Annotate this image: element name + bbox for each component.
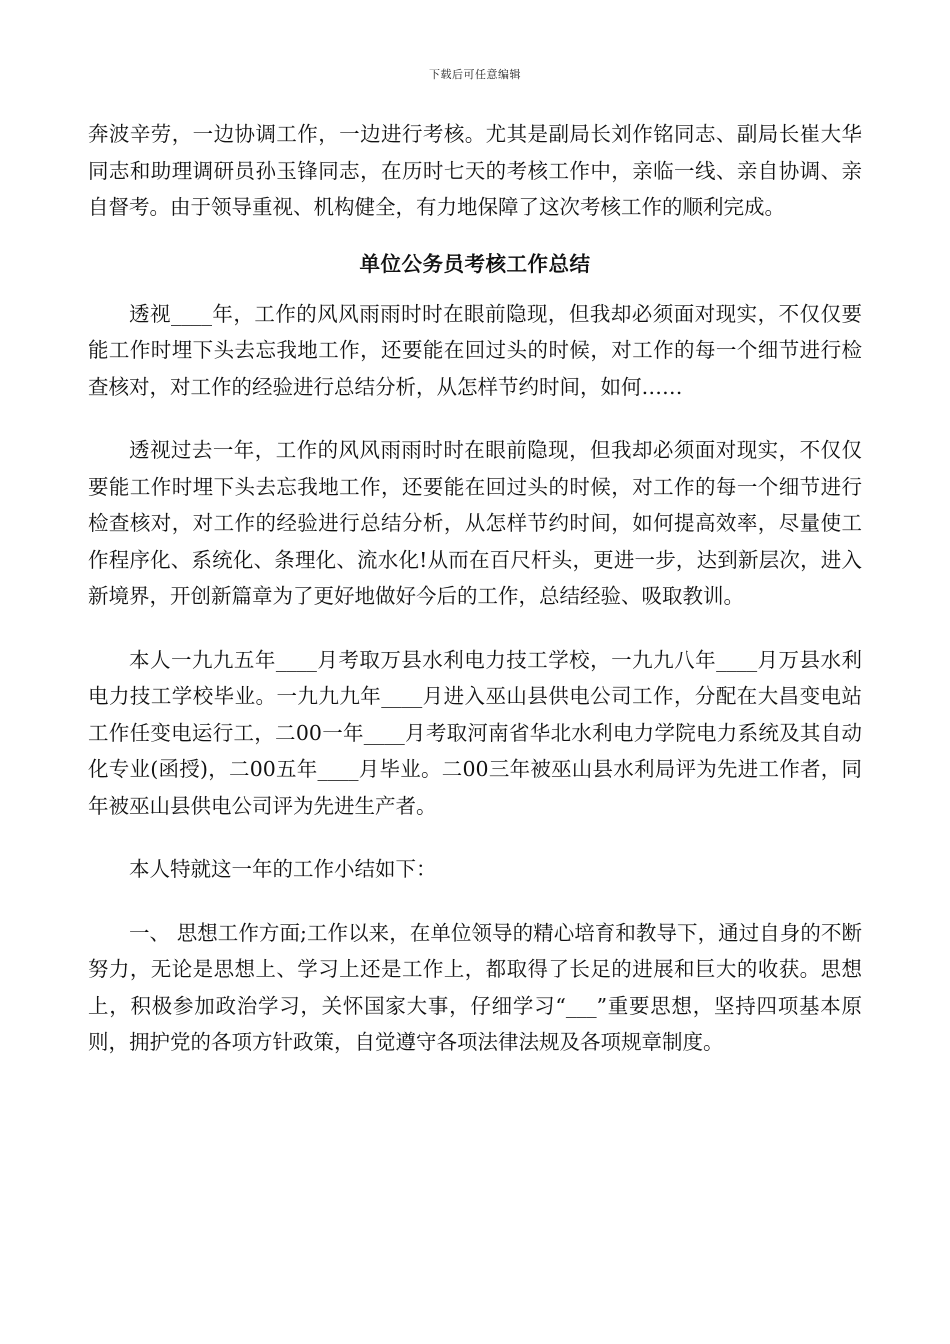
document-body (88, 116, 862, 1061)
page-header: 下载后可任意编辑 (429, 68, 521, 81)
intro-paragraph: 奔波辛劳，一边协调工作，一边进行考核。尤其是副局长刘作铭同志、副局长崔大华同志和助理调研员孙玉锋同志，在历时七天的考核工作中，亲临一线、亲自协调、亲自督考。由于领导重视、机构健全，有力地保障了这次考核工作的顺利完成。 (88, 122, 862, 219)
paragraph-2: 透视过去一年，工作的风风雨雨时时在眼前隐现，但我却必须面对现实，不仅仅要能工作时埋下头去忘我地工作，还要能在回过头的时候，对工作的每一个细节进行检查核对，对工作的经验进行总结分析，从怎样节约时间，如何提高效率，尽量使工作程序化、系统化、条理化、流水化!从而在百尺杆头，更进一步，达到新层次，进入新境界，开创新篇章为了更好地做好今后的工作，总结经验、吸取教训。 (88, 438, 862, 608)
paragraph-1: 透视____年，工作的风风雨雨时时在眼前隐现，但我却必须面对现实，不仅仅要能工作时埋下头去忘我地工作，还要能在回过头的时候，对工作的每一个细节进行检查核对，对工作的经验进行总结分析，从怎样节约时间，如何…… (88, 301, 862, 399)
document-title: 单位公务员考核工作总结 (359, 251, 591, 276)
paragraph-4: 本人特就这一年的工作小结如下： (129, 857, 437, 881)
paragraph-3: 本人一九九五年____月考取万县水利电力技工学校，一九九八年____月万县水利电力技工学校毕业。一九九九年____月进入巫山县供电公司工作，分配在大昌变电站工作任变电运行工，二00一年____月考取河南省华北水利电力学院电力系统及其自动化专业(函授)，二00五年____月毕业。二00三年被巫山县水利局评为先进工作者，同年被巫山县供电公司评为先进生产者。 (88, 647, 862, 818)
paragraph-5: 一、 思想工作方面;工作以来，在单位领导的精心培育和教导下，通过自身的不断努力，无论是思想上、学习上还是工作上，都取得了长足的进展和巨大的收获。思想上，积极参加政治学习，关怀国家大事，仔细学习“___”重要思想，坚持四项基本原则，拥护党的各项方针政策，自觉遵守各项法律法规及各项规章制度。 (88, 920, 862, 1054)
